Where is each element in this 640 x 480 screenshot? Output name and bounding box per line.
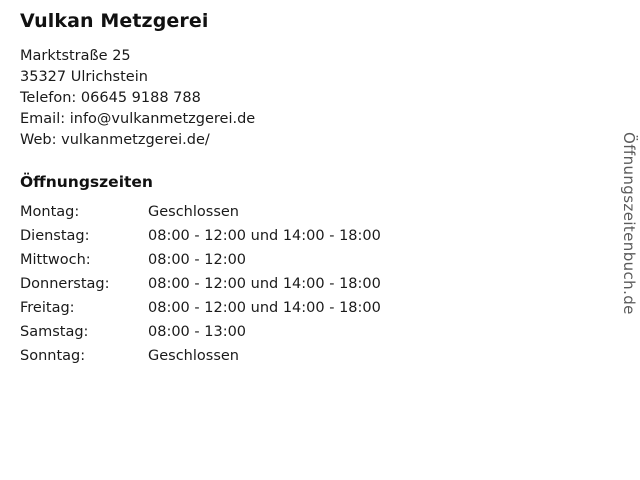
table-row (20, 251, 381, 275)
table-row (20, 299, 381, 323)
day-label: Donnerstag: (20, 276, 110, 292)
day-hours: 08:00 - 12:00 und 14:00 - 18:00 (148, 228, 381, 244)
day-label: Sonntag: (20, 348, 86, 364)
website-line: Web: vulkanmetzgerei.de/ (20, 132, 210, 148)
email-line: Email: info@vulkanmetzgerei.de (20, 111, 256, 127)
day-hours: 08:00 - 13:00 (148, 324, 247, 340)
day-hours: 08:00 - 12:00 und 14:00 - 18:00 (148, 276, 381, 292)
watermark-label: Öffnungszeitenbuch.de (620, 132, 638, 315)
table-row (20, 323, 381, 347)
day-label: Montag: (20, 204, 80, 220)
table-row (20, 203, 381, 227)
day-hours: Geschlossen (148, 348, 239, 364)
city-line: 35327 Ulrichstein (20, 69, 148, 85)
day-label: Mittwoch: (20, 252, 91, 268)
day-hours: Geschlossen (148, 204, 239, 220)
address-block (20, 46, 600, 151)
day-hours: 08:00 - 12:00 und 14:00 - 18:00 (148, 300, 381, 316)
opening-hours-title: Öffnungszeiten (20, 173, 153, 191)
page-title: Vulkan Metzgerei (20, 10, 209, 32)
business-info-page (20, 10, 600, 371)
table-row (20, 347, 381, 371)
street-line: Marktstraße 25 (20, 48, 131, 64)
table-row (20, 227, 381, 251)
day-label: Samstag: (20, 324, 89, 340)
phone-line: Telefon: 06645 9188 788 (20, 90, 201, 106)
opening-hours-table (20, 203, 381, 371)
day-hours: 08:00 - 12:00 (148, 252, 247, 268)
table-row (20, 275, 381, 299)
day-label: Freitag: (20, 300, 75, 316)
day-label: Dienstag: (20, 228, 90, 244)
